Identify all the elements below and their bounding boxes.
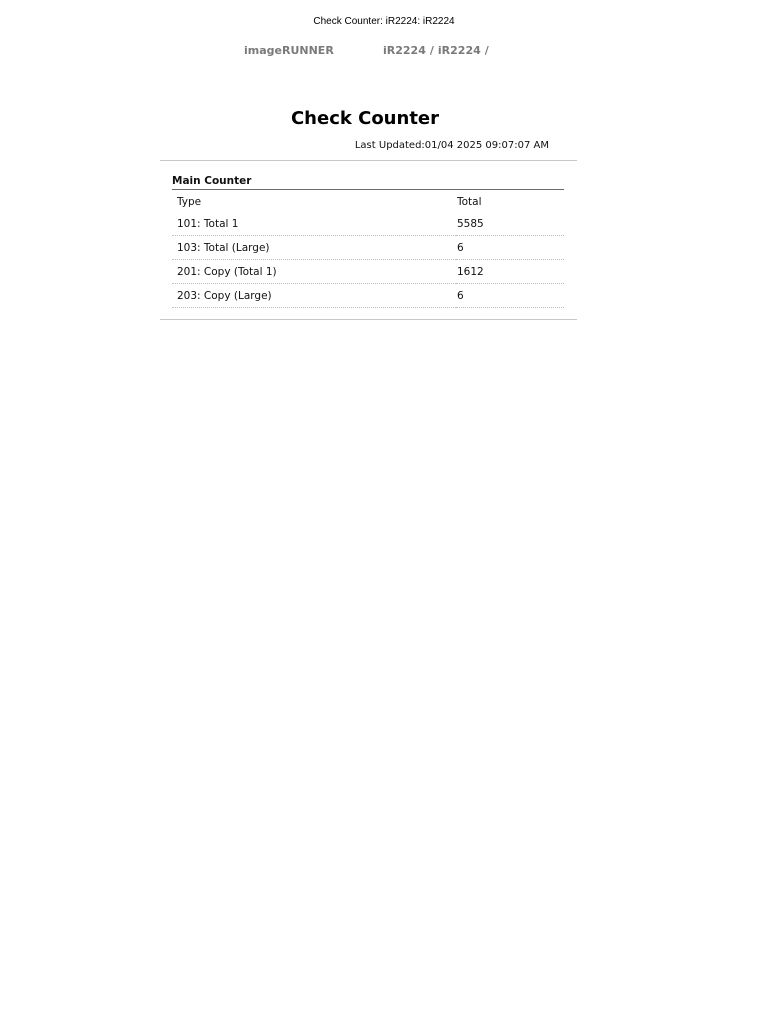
table-row [172, 236, 564, 260]
cell-total: 6 [456, 284, 564, 308]
breadcrumb-separator: / [484, 44, 489, 57]
cell-type: 201: Copy (Total 1) [172, 260, 456, 284]
table-row [172, 260, 564, 284]
cell-total: 5585 [456, 212, 564, 236]
cell-type: 203: Copy (Large) [172, 284, 456, 308]
section-title-main-counter: Main Counter [172, 175, 564, 190]
table-header-row [172, 192, 564, 212]
page-title: Check Counter [290, 108, 440, 129]
brand-bar [0, 44, 768, 60]
table-row [172, 212, 564, 236]
cell-type: 101: Total 1 [172, 212, 456, 236]
column-header-type: Type [177, 196, 202, 208]
breadcrumb-separator: / [429, 44, 434, 57]
breadcrumb [383, 44, 493, 57]
cell-total: 6 [456, 236, 564, 260]
column-header-total: Total [457, 196, 482, 208]
cell-total: 1612 [456, 260, 564, 284]
divider-top [160, 160, 577, 161]
cell-type: 103: Total (Large) [172, 236, 456, 260]
last-updated-timestamp: Last Updated:01/04 2025 09:07:07 AM [354, 140, 549, 151]
breadcrumb-item-model[interactable]: iR2224 [437, 44, 481, 57]
document-header-title: Check Counter: iR2224: iR2224 [313, 16, 455, 27]
table-row [172, 284, 564, 308]
product-name: imageRUNNER [244, 44, 334, 57]
divider-bottom [160, 319, 577, 320]
counter-table [172, 192, 564, 308]
breadcrumb-item-device[interactable]: iR2224 [383, 44, 426, 57]
